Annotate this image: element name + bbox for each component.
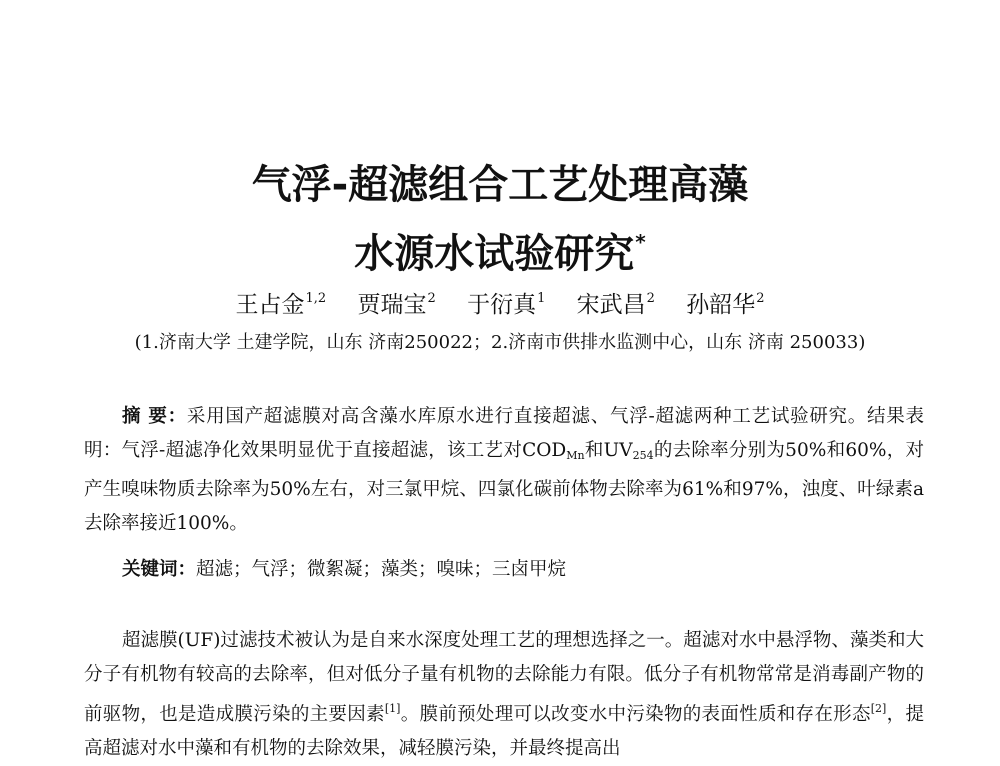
author-affiliation-index: 1 xyxy=(537,291,546,306)
citation-ref: [2] xyxy=(870,702,887,715)
author-name: 王占金 xyxy=(235,292,305,318)
author-list xyxy=(0,292,1000,317)
intro-text-b: 。膜前预处理可以改变水中污染物的表面性质和存在形态 xyxy=(400,704,871,725)
author-affiliation-index: 2 xyxy=(646,291,655,306)
affiliation: (1.济南大学 土建学院，山东 济南250022；2.济南市供排水监测中心，山东 济南 250033) xyxy=(134,332,866,353)
author xyxy=(357,292,435,317)
abstract-text-a: 采用国产超滤膜对高含藻水库原水进行直接超滤、气浮-超滤两种工艺试验研究。结果表明：气浮-超滤净化效果明显优于直接超滤，该工艺对COD xyxy=(84,406,924,461)
title-line-2-text: 水源水试验研究 xyxy=(354,231,635,277)
title-footnote-mark: * xyxy=(635,230,646,254)
abstract xyxy=(84,400,924,541)
author-name: 贾瑞宝 xyxy=(357,292,427,318)
title-line-1: 气浮-超滤组合工艺处理高藻 xyxy=(251,162,749,208)
abstract-label: 摘 要： xyxy=(122,406,187,427)
abstract-text-b: 和UV xyxy=(584,440,633,461)
cod-mn-subscript: Mn xyxy=(566,449,585,462)
author-name: 孙韶华 xyxy=(686,292,756,318)
intro-text-c: ，提高超滤对水中藻和有机物的去除效果，减轻膜污染，并最终提高出 xyxy=(84,704,924,759)
keywords-text: 超滤；气浮；微絮凝；藻类；嗅味；三卤甲烷 xyxy=(196,559,567,580)
author-affiliation-index: 2 xyxy=(756,291,765,306)
uv254-subscript: 254 xyxy=(632,449,654,462)
intro-text-a: 超滤膜(UF)过滤技术被认为是自来水深度处理工艺的理想选择之一。超滤对水中悬浮物、藻类和大分子有机物有较高的去除率，但对低分子量有机物的去除能力有限。低分子有机物常常是消毒副产物的前驱物，也是造成膜污染的主要因素 xyxy=(84,630,924,725)
author xyxy=(577,292,655,317)
title-line-2 xyxy=(0,230,1000,277)
author xyxy=(467,292,545,317)
citation-ref: [1] xyxy=(384,702,401,715)
author-affiliation-index: 1,2 xyxy=(305,291,327,306)
abstract-text-c: 的去除率分别为50%和60%，对产生嗅味物质去除率为50%左右，对三氯甲烷、四氯化碳前体物去除率为61%和97%，浊度、叶绿素a去除率接近100%。 xyxy=(84,440,924,534)
author-affiliation-index: 2 xyxy=(427,291,436,306)
author xyxy=(686,292,764,317)
author xyxy=(235,292,326,317)
intro-paragraph xyxy=(84,624,924,766)
keywords xyxy=(84,553,924,587)
author-name: 宋武昌 xyxy=(576,292,646,318)
keywords-label: 关键词： xyxy=(122,559,197,580)
author-name: 于衍真 xyxy=(467,292,537,318)
